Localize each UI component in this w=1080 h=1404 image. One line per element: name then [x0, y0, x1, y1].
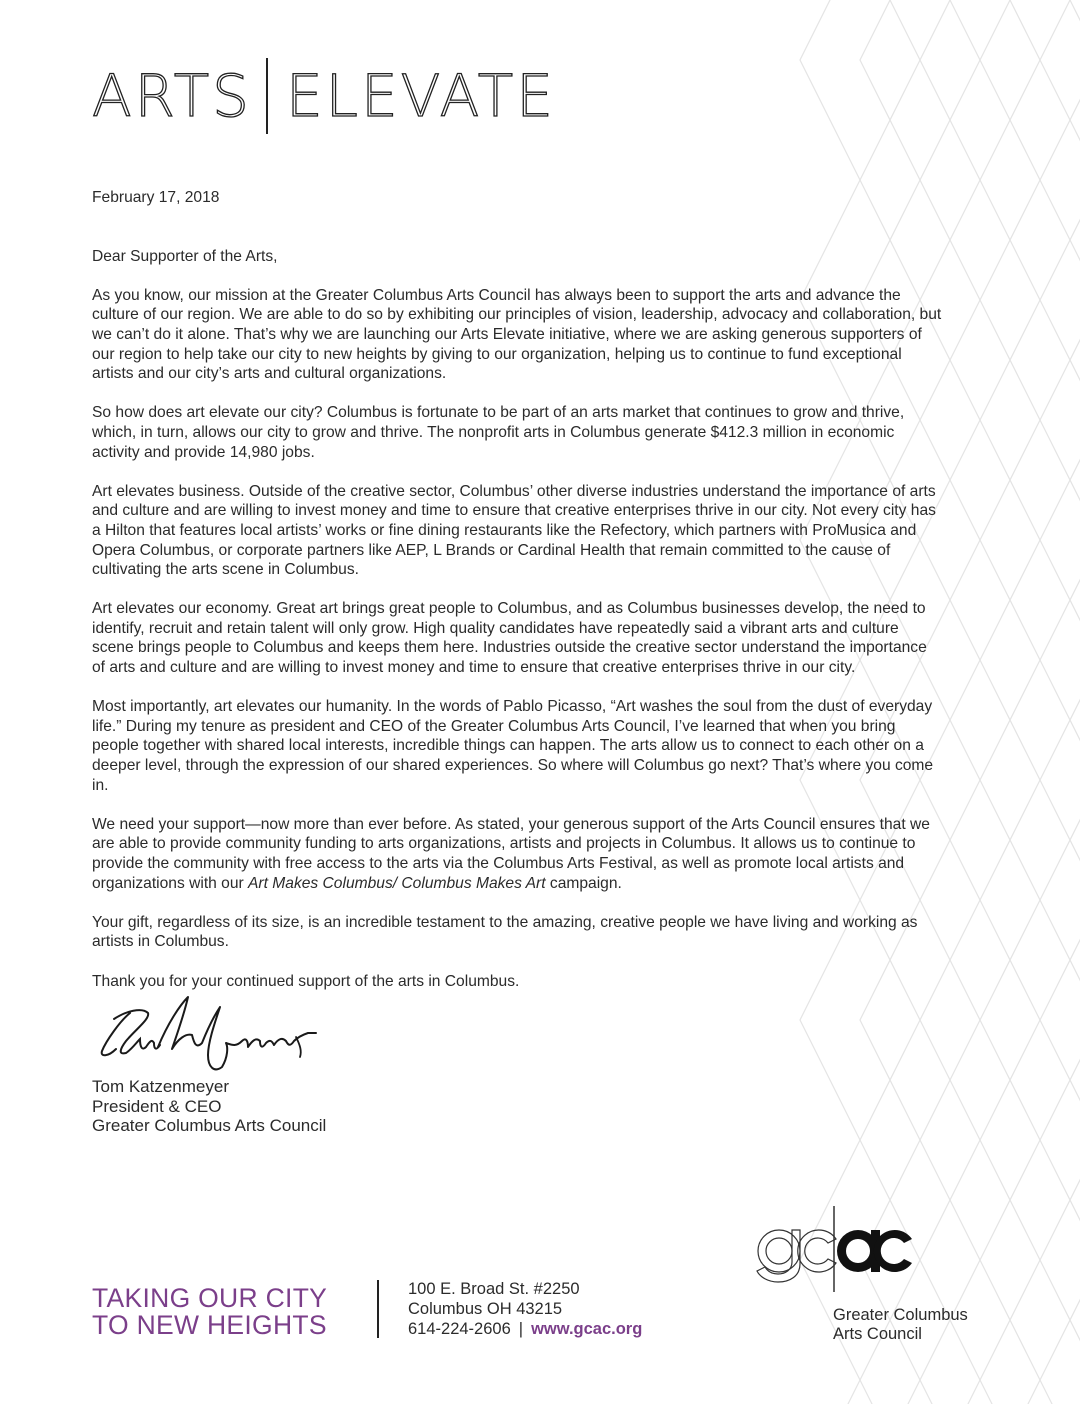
- support-text-end: campaign.: [545, 874, 622, 892]
- paragraph-city: So how does art elevate our city? Columbus is fortunate to be part of an arts market that continues to grow and thrive, which, in turn, allows our city to grow and thrive. The nonprofit arts in Columbus generate $412.3 million in economic activity and provide 14,980 jobs.: [92, 404, 905, 461]
- gcac-logo: [752, 1204, 922, 1294]
- lattice-line: [980, 0, 1040, 1404]
- letter-body: [92, 188, 942, 1136]
- support-text: We need your support—now more than ever before. As stated, your generous support of the Arts Council ensures that we are able to provide community funding to arts organizations, artists and projects in Columbus. It allows us to continue to provide the community with free access to the arts via the Columbus Arts Festival, as well as promote local artists and organizations with our: [92, 815, 930, 892]
- paragraph-economy: Art elevates our economy. Great art brings great people to Columbus, and as Columbus businesses develop, the need to identify, recruit and retain talent will only grow. High quality candidates have repeatedly said a vibrant arts and culture scene brings people to Columbus and keeps them here. Industries outside the creative sector understand the importance of arts and culture and are willing to invest money and time to ensure that creative enterprises thrive in our city.: [92, 600, 927, 677]
- contact-address: [408, 1279, 642, 1339]
- address-street: 100 E. Broad St. #2250: [408, 1280, 580, 1298]
- paragraph-humanity: Most importantly, art elevates our humanity. In the words of Pablo Picasso, “Art washes the soul from the dust of everyday life.” During my tenure as president and CEO of the Greater Columbus Arts Council, I’ve learned that when you bring people together with shared local interests, incredible things can happen. The arts allow us to connect to each other on a deeper level, through the expression of our shared experiences. So where will Columbus go next? That’s where you come in.: [92, 698, 934, 794]
- logo-divider: [266, 58, 268, 134]
- contact-separator: |: [518, 1320, 524, 1338]
- phone-number: 614-224-2606: [408, 1320, 511, 1338]
- signer-title: President & CEO: [92, 1096, 222, 1116]
- org-name-line-2: Arts Council: [833, 1324, 922, 1343]
- arts-elevate-logo: [92, 56, 556, 136]
- lattice-line: [980, 0, 1040, 1404]
- tagline-line-1: TAKING OUR CITY: [92, 1283, 328, 1313]
- footer-tagline: [92, 1285, 327, 1339]
- tagline-line-2: TO NEW HEIGHTS: [92, 1310, 327, 1340]
- contact-line: [408, 1319, 642, 1339]
- address-city: Columbus OH 43215: [408, 1300, 563, 1318]
- logo-word-elevate: ELEVATE: [286, 62, 556, 130]
- campaign-name: Art Makes Columbus/ Columbus Makes Art: [248, 874, 546, 892]
- paragraph-support: [92, 815, 942, 893]
- lattice-line: [1040, 0, 1080, 1404]
- signer-organization: Greater Columbus Arts Council: [92, 1116, 327, 1136]
- salutation: Dear Supporter of the Arts,: [92, 247, 278, 265]
- paragraph-business: Art elevates business. Outside of the creative sector, Columbus’ other diverse industries understand the importance of arts and culture and are willing to invest money and time to ensure that creative enterprises thrive in our city. Not every city has a Hilton that features local artists’ works or fine dining restaurants like the Refectory, which partners with ProMusica and Opera Columbus, or corporate partners like AEP, L Brands or Cardinal Health that remain committed to the cause of cultivating the arts scene in Columbus.: [92, 482, 936, 579]
- handwritten-signature: [96, 993, 322, 1075]
- footer-divider: [377, 1280, 379, 1338]
- closing-line: Thank you for your continued support of the arts in Columbus.: [92, 972, 520, 990]
- logo-word-arts: ARTS: [92, 62, 253, 130]
- footer-organization-name: [833, 1306, 968, 1343]
- website-link[interactable]: www.gcac.org: [531, 1320, 643, 1338]
- signer-block: [92, 1077, 942, 1136]
- paragraph-mission: As you know, our mission at the Greater Columbus Arts Council has always been to support the arts and advance the culture of our region. We are able to do so by exhibiting our principles of vision, leadership, advocacy and collaboration, but we can’t do it alone. That’s why we are launching our Arts Elevate initiative, where we are asking generous supporters of our region to help take our city to new heights by giving to our organization, helping us to continue to fund exceptional artists and our city’s arts and cultural organizations.: [92, 286, 942, 383]
- letter-date: February 17, 2018: [92, 189, 220, 206]
- lattice-line: [1040, 0, 1080, 1404]
- paragraph-gift: Your gift, regardless of its size, is an incredible testament to the amazing, creative people we have living and working as artists in Columbus.: [92, 913, 918, 951]
- org-name-line-1: Greater Columbus: [833, 1306, 968, 1324]
- signer-name: Tom Katzenmeyer: [92, 1077, 229, 1097]
